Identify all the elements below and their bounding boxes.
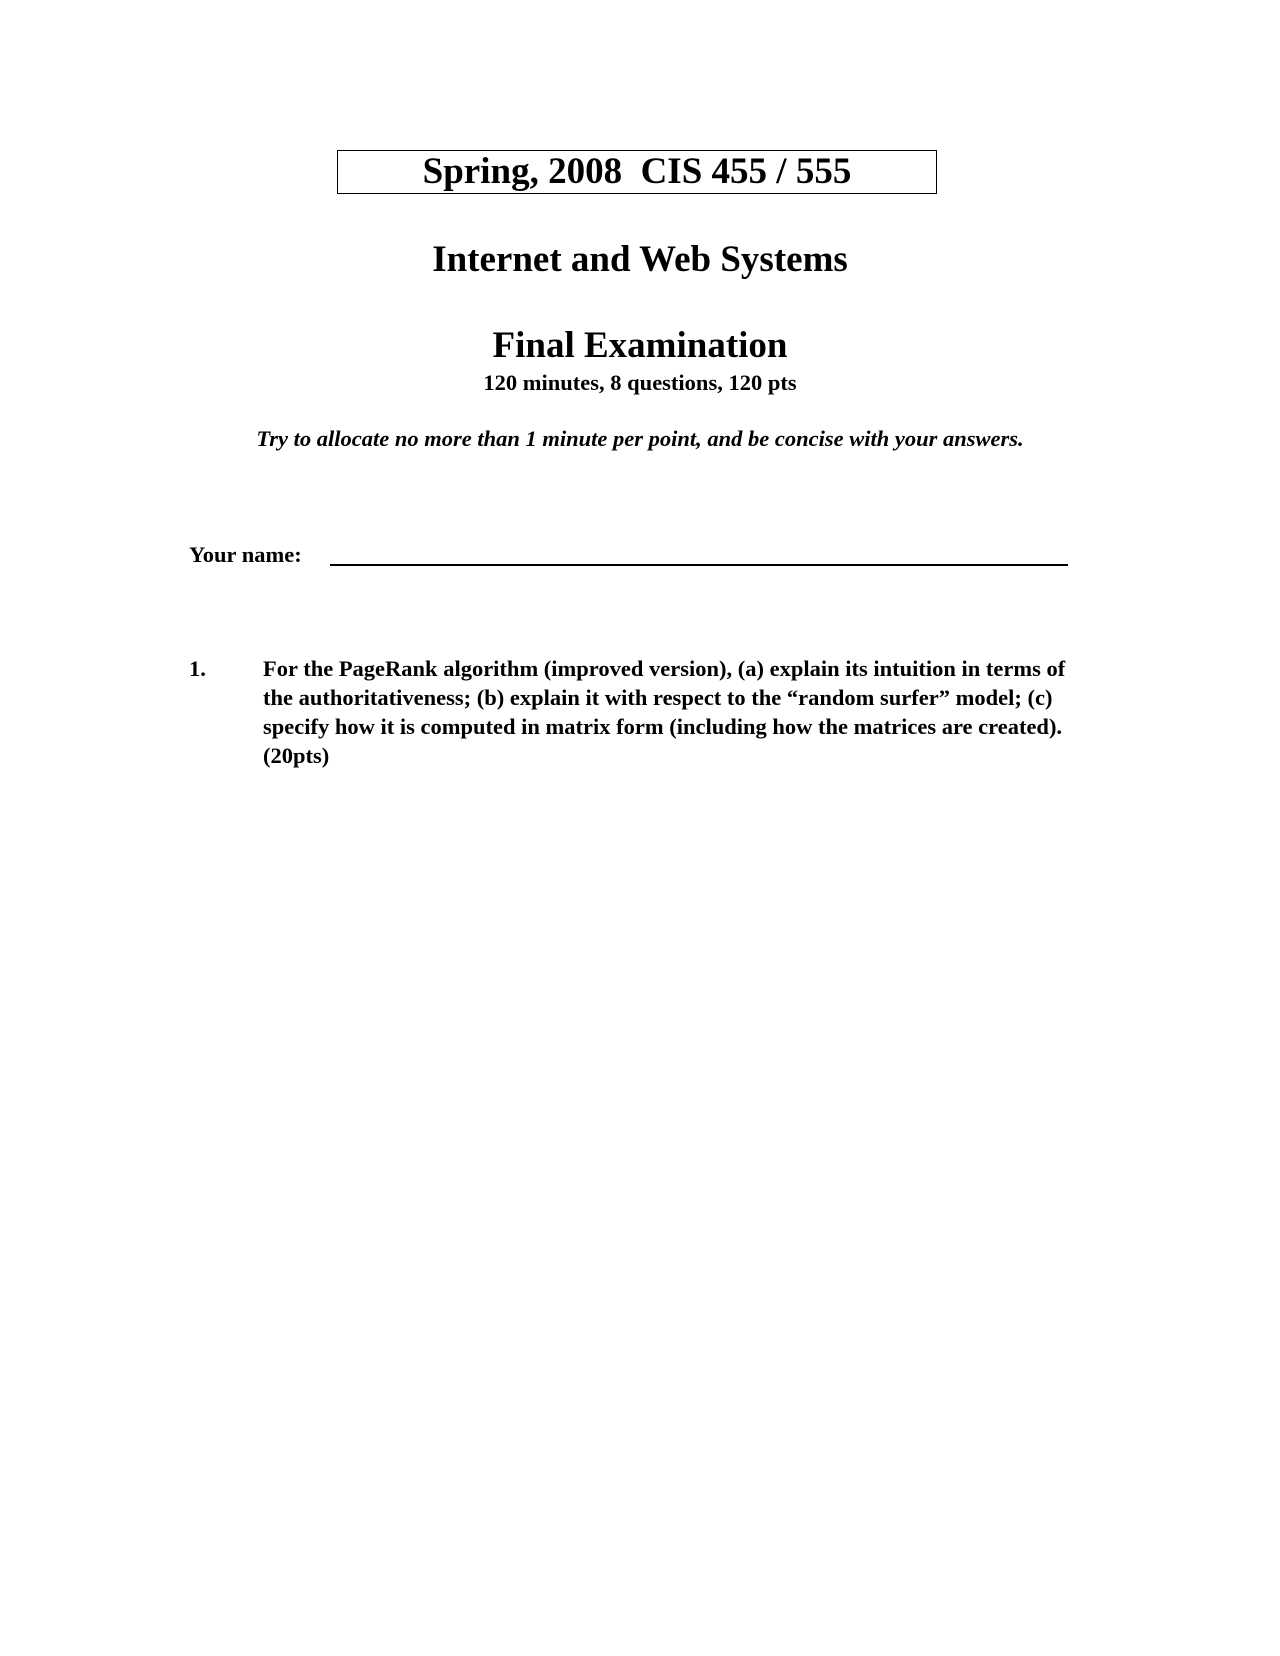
question-text: For the PageRank algorithm (improved version), (a) explain its intuition in terms of the authoritativeness; (b) explain it with respect to the “random surfer” model; (c) specify how it is computed in matrix form (including how the matrices are created). (20pts) (263, 656, 1066, 768)
name-field-row (189, 540, 1089, 576)
exam-title: Final Examination (492, 325, 788, 366)
question-number: 1. (189, 656, 206, 681)
name-field-label: Your name: (189, 542, 302, 567)
exam-details: 120 minutes, 8 questions, 120 pts (483, 370, 797, 395)
course-code-box: Spring, 2008 CIS 455 / 555 (337, 150, 937, 194)
exam-instructions: Try to allocate no more than 1 minute per point, and be concise with your answers. (256, 426, 1024, 451)
name-answer-line[interactable] (330, 564, 1068, 566)
course-title: Internet and Web Systems (432, 239, 848, 280)
